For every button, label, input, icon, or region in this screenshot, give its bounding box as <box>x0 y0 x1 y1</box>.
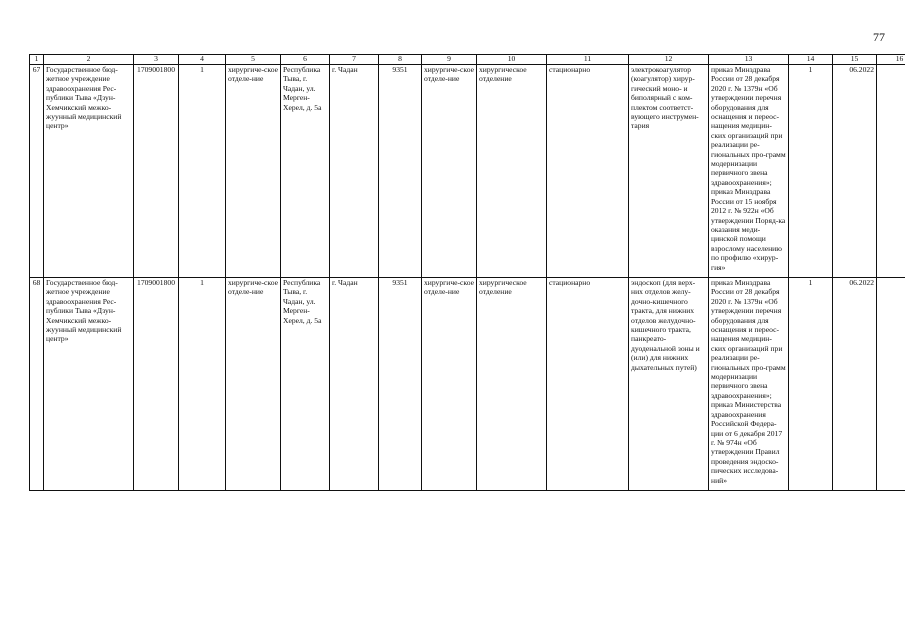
code-cell: 1709001800 <box>134 278 179 491</box>
profile-cell: хирургическое отделение <box>477 278 547 491</box>
column-header: 3 <box>134 55 179 65</box>
empty-cell <box>877 65 905 278</box>
department-cell: хирургиче-ское отделе-ние <box>226 278 281 491</box>
column-header: 8 <box>379 55 422 65</box>
address-cell: Республика Тыва, г. Чадан, ул. Мерген-Херел, д. 5а <box>281 278 330 491</box>
column-header: 15 <box>833 55 877 65</box>
profile-cell: хирургическое отделение <box>477 65 547 278</box>
organization-cell: Государственное бюд-жетное учреждение здравоохранения Рес-публики Тыва «Дзун-Хемчикский межко-жуунный медицинский центр» <box>44 65 134 278</box>
count-cell: 1 <box>179 65 226 278</box>
empty-cell <box>877 278 905 491</box>
quantity-cell: 1 <box>789 65 833 278</box>
code-cell: 1709001800 <box>134 65 179 278</box>
count-cell: 1 <box>179 278 226 491</box>
column-header: 7 <box>330 55 379 65</box>
column-number-row <box>30 55 905 65</box>
organization-cell: Государственное бюд-жетное учреждение здравоохранения Рес-публики Тыва «Дзун-Хемчикский межко-жуунный медицинский центр» <box>44 278 134 491</box>
quantity-cell: 1 <box>789 278 833 491</box>
column-header: 1 <box>30 55 44 65</box>
column-header: 16 <box>877 55 905 65</box>
column-header: 11 <box>547 55 629 65</box>
city-cell: г. Чадан <box>330 65 379 278</box>
column-header: 2 <box>44 55 134 65</box>
column-header: 12 <box>629 55 709 65</box>
table-row <box>30 65 905 278</box>
department2-cell: хирургиче-ское отделе-ние <box>422 278 477 491</box>
equipment-cell: эндоскоп (для верх-них отделов желу-дочно-кишечного тракта, для нижних отделов желудочно-кишечного тракта, панкреато-дуоденальной зоны и (или) для нижних дыхательных путей) <box>629 278 709 491</box>
table-row <box>30 278 905 491</box>
row-number: 67 <box>30 65 44 278</box>
column-header: 5 <box>226 55 281 65</box>
care-type-cell: стационарно <box>547 65 629 278</box>
department-cell: хирургиче-ское отделе-ние <box>226 65 281 278</box>
equipment-table <box>29 54 905 491</box>
care-type-cell: стационарно <box>547 278 629 491</box>
address-cell: Республика Тыва, г. Чадан, ул. Мерген-Херел, д. 5а <box>281 65 330 278</box>
code2-cell: 9351 <box>379 65 422 278</box>
column-header: 10 <box>477 55 547 65</box>
code2-cell: 9351 <box>379 278 422 491</box>
row-number: 68 <box>30 278 44 491</box>
column-header: 9 <box>422 55 477 65</box>
date-cell: 06.2022 <box>833 278 877 491</box>
column-header: 13 <box>709 55 789 65</box>
page-number: 77 <box>873 30 885 44</box>
city-cell: г. Чадан <box>330 278 379 491</box>
equipment-cell: электрокоагулятор (коагулятор) хирур-гический моно- и биполярный с ком-плектом соответст-вующего инструмен-тария <box>629 65 709 278</box>
order-cell: приказ Минздрава России от 28 декабря 2020 г. № 1379н «Об утверждении перечня оборудования для оснащения и переос-нащения медицин-ских организаций при реализации ре-гиональных про-грамм модернизации первичного звена здравоохранения»; приказ Минздрава России от 15 ноября 2012 г. № 922н «Об утверждении Поряд-ка оказания меди-цинской помощи взрослому населению по профилю «хирур-гия» <box>709 65 789 278</box>
column-header: 6 <box>281 55 330 65</box>
department2-cell: хирургиче-ское отделе-ние <box>422 65 477 278</box>
date-cell: 06.2022 <box>833 65 877 278</box>
column-header: 4 <box>179 55 226 65</box>
column-header: 14 <box>789 55 833 65</box>
order-cell: приказ Минздрава России от 28 декабря 2020 г. № 1379н «Об утверждении перечня оборудования для оснащения и переос-нащения медицин-ских организаций при реализации ре-гиональных про-грамм модернизации первичного звена здравоохранения»; приказ Министерства здравоохранения Российской Федера-ции от 6 декабря 2017 г. № 974н «Об утверждении Правил проведения эндоско-пических исследова-ний» <box>709 278 789 491</box>
